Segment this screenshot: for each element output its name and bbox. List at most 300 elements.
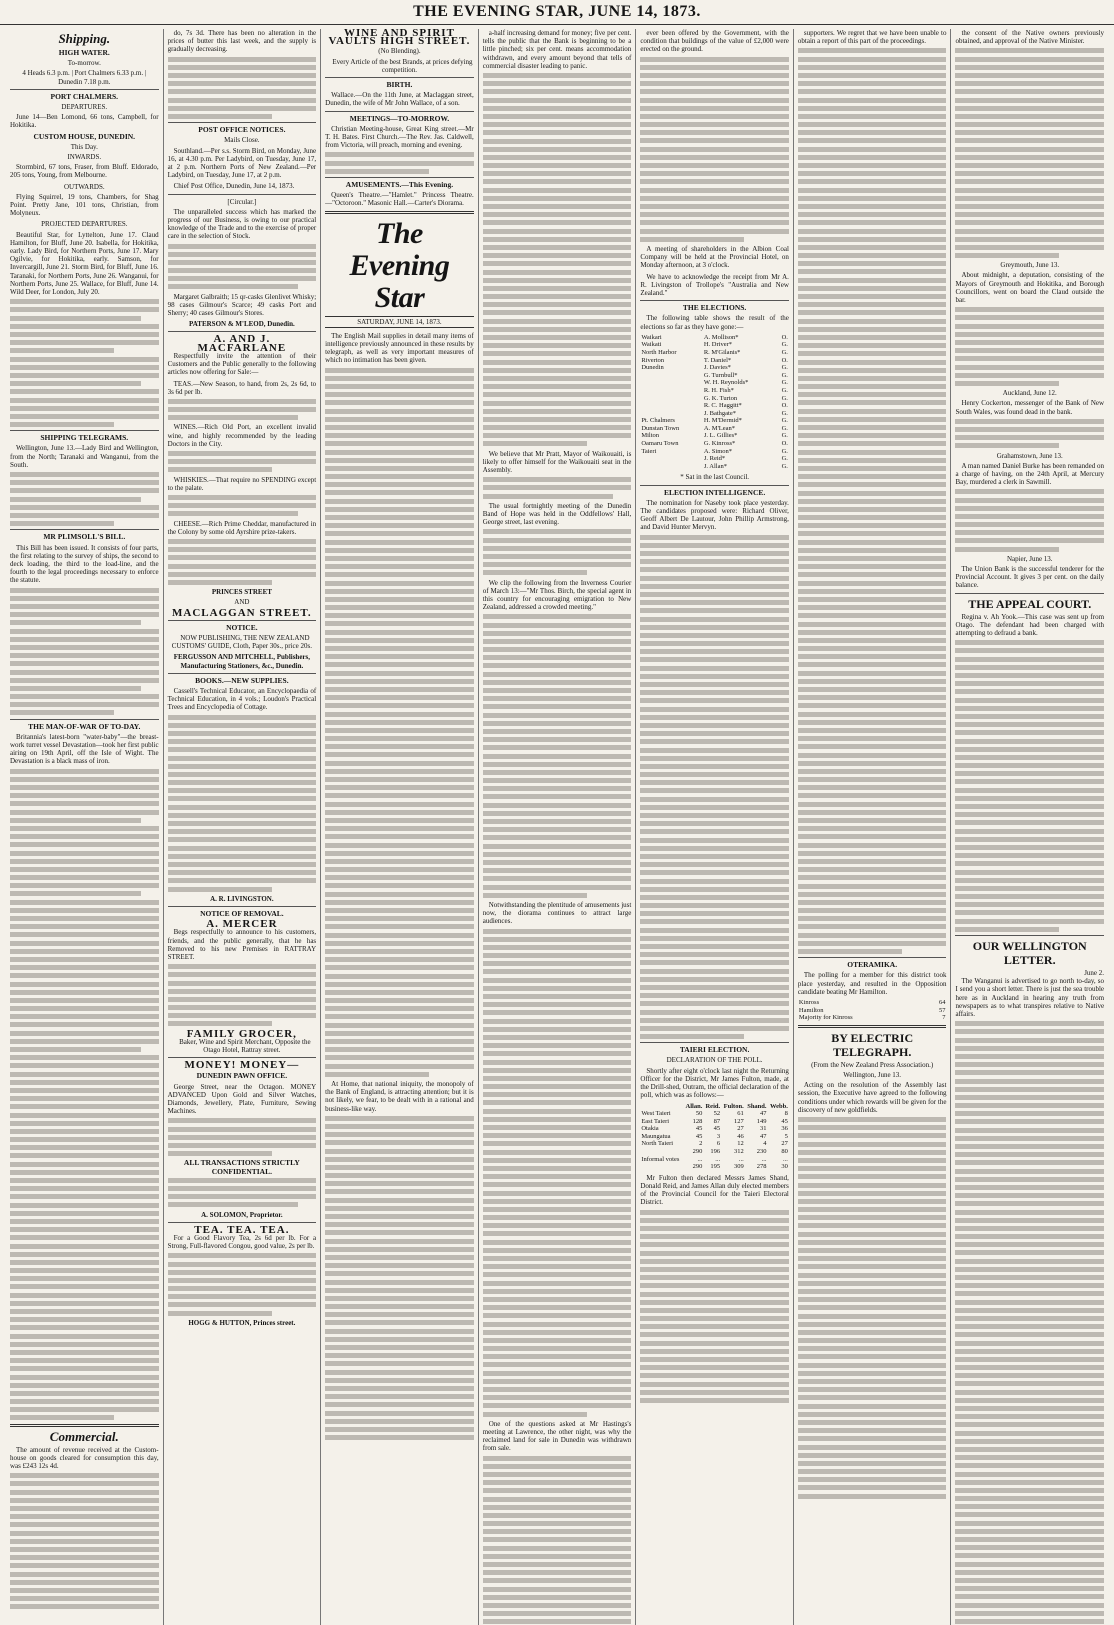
departures-label: DEPARTURES. <box>61 103 108 112</box>
poll-cell: North Taieri <box>641 1140 674 1148</box>
text-lines <box>483 1456 632 1625</box>
column-6 <box>794 29 952 1625</box>
text-lines <box>168 244 317 290</box>
election-party: O. <box>781 333 788 341</box>
text-lines <box>955 1021 1104 1625</box>
pawn-heading: DUNEDIN PAWN OFFICE. <box>196 1071 288 1081</box>
election-district <box>640 410 703 418</box>
majority-votes: 7 <box>942 1014 946 1022</box>
meetings-heading: MEETINGS—TO-MORROW. <box>349 113 450 123</box>
election-party: G. <box>781 341 788 349</box>
text-lines <box>640 535 789 1039</box>
port-chalmers-heading: PORT CHALMERS. <box>50 91 119 101</box>
poll-cell <box>640 1148 683 1156</box>
election-member: G. Turnbull* <box>703 371 738 379</box>
poll-cell: 30 <box>781 1163 788 1171</box>
ferguson-sign: FERGUSSON AND MITCHELL, Publishers, Manufacturing Stationers, &c., Dunedin. <box>173 653 311 670</box>
notice-heading: NOTICE. <box>226 622 258 632</box>
election-member: R. M'Gilanis* <box>703 348 741 356</box>
poll-cell: East Taieri <box>641 1117 670 1125</box>
poll-header-cell: Shand. <box>747 1102 767 1110</box>
confidential-heading: ALL TRANSACTIONS STRICTLY CONFIDENTIAL. <box>183 1158 300 1176</box>
election-party: G. <box>781 424 788 432</box>
poll-cell: 87 <box>713 1117 721 1125</box>
poll-header-cell <box>640 1103 683 1111</box>
election-member: H. Driver* <box>703 341 733 349</box>
removal-heading: NOTICE OF REMOVAL. <box>200 908 284 918</box>
election-party: O. <box>781 356 788 364</box>
leader-paragraph-4: We believe that Mr Pratt, Mayor of Waikouaiti, is likely to offer himself for the Waikouaiti seat in the Assembly. <box>482 449 632 475</box>
commercial-text: The amount of revenue received at the Custom-house on goods cleared for consumption this day, was £243 12s 4d. <box>10 1445 159 1471</box>
declaration-heading: DECLARATION OF THE POLL. <box>666 1056 763 1065</box>
mails-text: Southland.—Per s.s. Storm Bird, on Monday, June 16, at 4.30 p.m. Per Ladybird, on Tuesday, June 17, at 2 p.m. Northern Ports of New Zealand.—Per Ladybird, on Tuesday, June 17, at 2 p.m. <box>167 146 317 180</box>
text-lines <box>483 477 632 498</box>
election-party: G. <box>781 364 788 372</box>
text-lines <box>168 57 317 119</box>
customs-house-heading: CUSTOM HOUSE, DUNEDIN. <box>33 131 136 141</box>
election-party: G. <box>781 409 788 417</box>
circular-text: The unparalleled success which has marked the progress of our Business, is owing to our practical knowledge of the Trade and to the exercise of proper care in the selection of Stock. <box>167 207 317 241</box>
poll-cell: 8 <box>784 1110 788 1118</box>
election-district: Pt. Chalmers <box>641 417 675 425</box>
elections-intro: The following table shows the result of the elections so far as they have gone:— <box>640 314 789 331</box>
poll-cell: 61 <box>737 1110 744 1118</box>
election-row <box>640 463 789 471</box>
column-5 <box>636 29 794 1625</box>
text-lines <box>483 614 632 897</box>
leader-paragraph-2: At Home, that national iniquity, the monopoly of the Bank of England, is attracting attention; but it is not likely, we fear, to be dealt with in a rational and business-like way. <box>325 1079 474 1113</box>
postmaster-text: Chief Post Office, Dunedin, June 14, 1873. <box>173 182 295 191</box>
election-party: O. <box>781 440 788 448</box>
election-member: A. M'Lean* <box>703 424 735 432</box>
oteramika-heading: OTERAMIKA. <box>847 960 898 970</box>
mercer-name: A. MERCER <box>206 918 278 931</box>
telegraph-heading: BY ELECTRIC TELEGRAPH. <box>831 1030 914 1059</box>
poll-header-row <box>640 1103 789 1111</box>
poll-cell: 312 <box>733 1148 744 1156</box>
paterson-sign: PATERSON & M'LEOD, Dunedin. <box>189 320 295 329</box>
teas-list: Margaret Galbraith; 15 qr-casks Glenlivet Whisky; 98 cases Gilmour's Scarce; 49 casks Port and Sherry; 40 cases Gilmour's Stores. <box>167 292 317 318</box>
tides-row: 4 Heads 6.3 p.m. | Port Chalmers 6.33 p.m. | Dunedin 7.18 p.m. <box>22 69 147 86</box>
poll-cell: 290 <box>692 1148 703 1156</box>
baker-text: Baker, Wine and Spirit Merchant, Opposite the Otago Hotel, Rattray street. <box>179 1037 311 1055</box>
poll-cell: West Taieri <box>641 1110 671 1118</box>
hamilton-votes: 57 <box>938 1006 946 1014</box>
leader-paragraph-6: We clip the following from the Inverness Courier of March 13:—"Mr Thos. Birch, the special agent in this country for encouraging emigration to New Zealand, addressed a crowded meeting." <box>482 578 632 612</box>
text-lines <box>168 1178 317 1208</box>
plimsoll-text: This Bill has been issued. It consists of four parts, the first relating to the survey of ships, the second to deck loading, the third to the load-line, and the fourth to the legal proceedings necessary to enforce the statute. <box>10 543 159 585</box>
column-7 <box>951 29 1108 1625</box>
poll-cell: 2 <box>699 1140 703 1148</box>
poll-cell: 4 <box>763 1140 767 1148</box>
poll-cell: 80 <box>781 1148 788 1156</box>
election-district: Waikati <box>641 341 662 349</box>
publishing-text: NOW PUBLISHING, THE NEW ZEALAND CUSTOMS' GUIDE, Cloth, Paper 30s., price 20s. <box>171 633 312 651</box>
election-party: G. <box>781 386 788 394</box>
circular-label: [Circular.] <box>227 197 257 206</box>
letter-date: June 2. <box>1084 969 1105 978</box>
election-row <box>640 364 789 372</box>
text-lines <box>168 1253 317 1315</box>
text-lines <box>168 399 317 420</box>
election-intelligence-text: The nomination for Naseby took place yesterday. The candidates proposed were: Richard Oliver, Geoff Albert De Lautour, John Phillip Armstrong, and David Hunter Mervyn. <box>640 498 789 532</box>
man-of-war-heading: THE MAN-OF-WAR OF TO-DAY. <box>28 721 141 731</box>
poll-cell: 46 <box>737 1132 744 1140</box>
leader-paragraph-3: a-half increasing demand for money; five per cent. tells the public that the Bank is beginning to be a little pinched; six per cent. means accommodation withdrawn, and every amount beyond that tells of commercial disaster leading to panic. <box>482 29 632 70</box>
text-lines <box>955 48 1104 258</box>
hamilton-name: Hamilton <box>798 1006 824 1014</box>
poll-row <box>640 1148 789 1156</box>
election-party: G. <box>781 379 788 387</box>
auckland-text: Henry Cockerton, messenger of the Bank of New South Wales, was found dead in the bank. <box>955 399 1105 416</box>
grahamstown-text: A man named Daniel Burke has been remanded on a charge of having, on the 24th April, at Mercury Bay, murdered a clerk in Sawmill. <box>955 461 1105 487</box>
poll-cell: ... <box>715 1155 721 1163</box>
tea-heading: TEA. TEA. TEA. <box>194 1223 290 1236</box>
text-lines <box>10 472 159 526</box>
inwards-text: Stormbird, 67 tons, Fraser, from Bluff. Eldorado, 205 tons, Young, from Melbourne. <box>10 163 159 180</box>
amusements-text: Queen's Theatre.—"Hamlet." Princess Theatre.—"Octoroon." Masonic Hall.—Carter's Diorama. <box>325 191 474 208</box>
text-lines <box>168 495 317 516</box>
poll-cell: 149 <box>756 1117 767 1125</box>
cheese-item: CHEESE.—Rich Prime Cheddar, manufactured in the Colony by some old Ayrshire prize-takers. <box>167 519 317 536</box>
column-1 <box>6 29 164 1625</box>
poll-cell: 128 <box>692 1117 703 1125</box>
and-label: AND <box>234 598 250 607</box>
high-water-heading: HIGH WATER. <box>58 48 110 57</box>
wellington-dateline: Wellington, June 13. <box>843 1071 902 1080</box>
poll-cell: 45 <box>713 1125 721 1133</box>
column-5-text-1: ever been offered by the Government, with the condition that buildings of the value of £2,000 were erected on the ground. <box>640 29 789 54</box>
election-member: A. Simon* <box>703 447 733 455</box>
commercial-heading: Commercial. <box>49 1428 119 1444</box>
leader-paragraph-1: The English Mail supplies in detail many items of intelligence previously announced in these results by telegraph, as well as very important measures of which no intimation has been given. <box>325 331 474 365</box>
telegraph-text: Acting on the resolution of the Assembly last session, the Executive have agreed to the following conditions under which rewards will be given for the discovery of new goldfields. <box>797 1081 947 1114</box>
inwards-label: INWARDS. <box>67 153 102 162</box>
election-party: G. <box>781 348 788 356</box>
poll-header-cell: Reid. <box>705 1102 721 1110</box>
election-party: G. <box>781 371 788 379</box>
poll-cell: 195 <box>710 1163 721 1171</box>
poll-cell: 47 <box>760 1110 767 1118</box>
poll-cell: 31 <box>760 1125 767 1133</box>
books-heading: BOOKS.—NEW SUPPLIES. <box>195 675 289 685</box>
grahamstown-dateline: Grahamstown, June 13. <box>996 451 1063 460</box>
election-district <box>640 387 703 395</box>
greymouth-dateline: Greymouth, June 13. <box>1000 261 1060 270</box>
hogg-sign: HOGG & HUTTON, Princes street. <box>188 1318 296 1327</box>
election-row <box>640 402 789 410</box>
elections-table <box>640 334 789 471</box>
leader-paragraph-5: The usual fortnightly meeting of the Dunedin Band of Hope was held in the Oddfellows' Hall, George street, last evening. <box>482 501 632 527</box>
election-party: G. <box>781 432 788 440</box>
election-intelligence-heading: ELECTION INTELLIGENCE. <box>663 487 766 497</box>
appeal-court-heading: THE APPEAL COURT. <box>968 596 1092 611</box>
this-day-label: This Day. <box>70 142 98 151</box>
poll-cell: Maungatua <box>641 1132 671 1140</box>
poll-cell: 127 <box>733 1117 744 1125</box>
taieri-intro: Shortly after eight o'clock last night the Returning Officer for the District, Mr James Fulton, made, at the Drill-shed, Outram, the official declaration of the poll, which was as follows:— <box>640 1066 789 1100</box>
tomorrow-label: To-morrow. <box>67 59 101 68</box>
election-member: J. L. Gillies* <box>703 432 738 440</box>
election-party: O. <box>781 402 788 410</box>
livingston-sign: A. R. LIVINGSTON. <box>210 894 274 903</box>
projected-label: PROJECTED DEPARTURES. <box>41 220 128 229</box>
election-party: G. <box>781 417 788 425</box>
election-district <box>640 455 703 463</box>
books-text: Cassell's Technical Educator, an Encyclopaedia of Technical Education, in 4 vols.; Loudon's Practical Trees and Encyclopedia of Cottage. <box>167 686 317 712</box>
poll-cell: 3 <box>716 1132 721 1140</box>
amusements-heading: AMUSEMENTS.—This Evening. <box>345 180 454 189</box>
text-lines <box>483 929 632 1417</box>
whiskies-item: WHISKIES.—That require no SPENDING except to the palate. <box>167 475 317 492</box>
outwards-label: OUTWARDS. <box>63 182 105 191</box>
macfarlane-name: A. AND J. MACFARLANE <box>197 333 287 354</box>
text-lines <box>483 529 632 575</box>
text-lines <box>325 152 474 173</box>
election-member: T. Daniel* <box>703 356 732 364</box>
kinross-votes: 64 <box>938 999 946 1007</box>
fulton-text: Mr Fulton then declared Messrs James Shand, Donald Reid, and James Allan duly elected members of the Provincial Council for the Taieri Electoral District. <box>640 1173 789 1207</box>
election-member: A. Mollison* <box>703 333 739 341</box>
poll-cell: Informal votes <box>641 1155 680 1163</box>
text-lines <box>640 57 789 242</box>
telegrams-text: Wellington, June 13.—Lady Bird and Wellington, from the North; Taranaki and Wanganui, from the South. <box>10 444 159 469</box>
poll-row <box>640 1156 789 1164</box>
poll-cell: 290 <box>692 1163 703 1171</box>
taieri-heading: TAIERI ELECTION. <box>679 1045 750 1055</box>
text-lines <box>168 451 317 472</box>
election-party: G. <box>781 462 788 470</box>
election-district <box>640 372 703 380</box>
elections-note: * Sat in the last Council. <box>680 473 750 482</box>
solomon-sign: A. SOLOMON, Proprietor. <box>201 1210 283 1219</box>
poll-table <box>640 1103 789 1171</box>
election-member: H. M'Dermid* <box>703 417 742 425</box>
departures-text: June 14—Ben Lomond, 66 tons, Campbell, for Hokitika. <box>10 113 159 130</box>
napier-text: The Union Bank is the successful tenderer for the Provincial Account. It gives 3 per cent. on the daily balance. <box>955 565 1105 590</box>
election-row <box>640 417 789 425</box>
election-row <box>640 455 789 463</box>
election-party: G. <box>781 455 788 463</box>
poll-cell: Otakia <box>641 1125 659 1133</box>
poll-cell: 278 <box>756 1163 767 1171</box>
election-district: North Harbor <box>641 348 677 356</box>
no-blending: (No Blending). <box>378 47 421 56</box>
election-row <box>640 410 789 418</box>
election-district <box>640 395 703 403</box>
poll-header-cell: Allan. <box>685 1102 703 1110</box>
shipping-telegrams-heading: SHIPPING TELEGRAMS. <box>40 433 129 443</box>
text-lines <box>955 419 1104 449</box>
plimsoll-heading: MR PLIMSOLL'S BILL. <box>43 532 126 542</box>
poll-cell: 47 <box>760 1132 767 1140</box>
text-lines <box>483 73 632 446</box>
poll-header-cell: Webb. <box>770 1102 788 1110</box>
maclaggan-street: MACLAGGAN STREET. <box>172 606 312 619</box>
post-office-heading: POST OFFICE NOTICES. <box>198 125 286 135</box>
poll-row <box>640 1140 789 1148</box>
poll-cell: 12 <box>737 1140 744 1148</box>
text-lines <box>955 307 1104 386</box>
text-lines <box>325 1116 474 1440</box>
election-row <box>640 341 789 349</box>
election-party: G. <box>781 394 788 402</box>
text-lines <box>798 48 947 954</box>
election-row <box>640 395 789 403</box>
election-member: J. Bathgate* <box>703 409 736 417</box>
text-lines <box>955 489 1104 551</box>
column-2 <box>164 29 322 1625</box>
poll-cell: 45 <box>695 1132 703 1140</box>
poll-header-cell: Fulton. <box>723 1102 744 1110</box>
mails-close-label: Mails Close. <box>224 136 260 145</box>
teas-item: TEAS.—New Season, to hand, from 2s, 2s 6d, to 3s 6d per lb. <box>167 379 317 396</box>
poll-row <box>640 1133 789 1141</box>
poll-cell: 50 <box>695 1110 703 1118</box>
poll-cell: 45 <box>695 1125 703 1133</box>
election-row <box>640 448 789 456</box>
election-party: G. <box>781 447 788 455</box>
outwards-text: Flying Squirrel, 19 tons, Chambers, for Shag Point. Pretty Jane, 101 tons, Christian, from Molyneux. <box>10 192 159 218</box>
mercer-text: Begs respectfully to announce to his customers, friends, and the public generally, that he has Removed to his new Premises in RATTRAY STREET. <box>167 928 317 961</box>
election-member: R. C. Haggitt* <box>703 402 742 410</box>
poll-cell: ... <box>783 1155 788 1163</box>
election-row <box>640 334 789 342</box>
election-district: Taieri <box>641 447 657 455</box>
election-row <box>640 425 789 433</box>
election-district: Oamaru Town <box>641 440 679 448</box>
text-lines <box>10 588 159 716</box>
pawn-text: George Street, near the Octagon. MONEY ADVANCED Upon Gold and Silver Watches, Diamonds, Jewellery, Plate, Furniture, Sewing Machines. <box>167 1082 317 1116</box>
election-district: Dunstan Town <box>641 424 680 432</box>
text-lines <box>10 1473 159 1609</box>
family-grocer: FAMILY GROCER, <box>186 1027 297 1040</box>
text-lines <box>168 964 317 1026</box>
election-member: R. H. Fish* <box>703 386 734 394</box>
letter-text: The Wanganui is advertised to go north to-day, so I send you a short letter. There is just the sea trouble here as in Auckland in hearing any truth from newspapers as to what transpires relative to Native affairs. <box>955 977 1105 1019</box>
election-district: Riverton <box>641 356 665 364</box>
majority-label: Majority for Kinross <box>798 1014 853 1022</box>
poll-cell: 5 <box>784 1132 788 1140</box>
poll-cell: 27 <box>737 1125 744 1133</box>
paper-title: The Evening Star <box>349 216 450 314</box>
poll-cell: 36 <box>781 1125 788 1133</box>
poll-cell: 309 <box>733 1163 744 1171</box>
natives-text: the consent of the Native owners previously obtained, and approval of the Native Minister. <box>955 29 1105 46</box>
poll-cell: 52 <box>713 1110 721 1118</box>
election-member: W. H. Reynolds* <box>703 379 749 387</box>
tea-list: For a Good Flavory Tea, 2s 6d per lb. For a Strong, Full-flavored Congou, good value, 2s per lb. <box>167 1233 317 1251</box>
columns <box>0 25 1114 1625</box>
princes-street: PRINCES STREET <box>211 588 272 597</box>
market-text: do, 7s 3d. There has been no alteration in the prices of butter this last week, and the supply is gradually decreasing. <box>167 29 317 54</box>
column-5-text-3: We have to acknowledge the receipt from Mr A. R. Livingston of Trollope's "Australia and New Zealand." <box>640 272 789 297</box>
poll-cell: 27 <box>781 1140 788 1148</box>
election-district <box>640 379 703 387</box>
election-row <box>640 379 789 387</box>
election-row <box>640 432 789 440</box>
election-member: J. Reid* <box>703 455 726 463</box>
shipping-heading: Shipping. <box>58 31 111 46</box>
napier-dateline: Napier, June 13. <box>1006 554 1053 563</box>
oteramika-text: The polling for a member for this district took place yesterday, and resulted in the Opposition candidate beating Mr Hamilton. <box>797 971 947 996</box>
poll-cell: ... <box>761 1155 767 1163</box>
election-row <box>640 440 789 448</box>
poll-row <box>640 1110 789 1118</box>
election-row <box>640 349 789 357</box>
election-district: Dunedin <box>641 364 664 372</box>
poll-cell <box>640 1163 683 1171</box>
poll-cell: 196 <box>710 1148 721 1156</box>
text-lines <box>168 1118 317 1156</box>
text-lines <box>955 640 1104 932</box>
election-row <box>640 357 789 365</box>
text-lines <box>168 715 317 892</box>
elections-heading: THE ELECTIONS. <box>682 303 747 313</box>
election-member: J. Davies* <box>703 364 731 372</box>
wine-vaults-heading: WINE AND SPIRIT VAULTS HIGH STREET. <box>328 29 471 48</box>
poll-cell: 6 <box>716 1140 721 1148</box>
press-association: (From the New Zealand Press Association.) <box>811 1060 934 1069</box>
wine-text: Every Article of the best Brands, at prices defying competition. <box>332 57 473 74</box>
poll-row <box>640 1163 789 1171</box>
election-district: Milton <box>641 432 660 440</box>
text-lines <box>10 299 159 427</box>
election-district <box>640 463 703 471</box>
poll-row <box>640 1125 789 1133</box>
election-member: J. Allan* <box>703 462 727 470</box>
leader-paragraph-7: Notwithstanding the plentitude of amusements just now, the diorama continues to attract large audiences. <box>482 900 632 926</box>
wines-item: WINES.—Rich Old Port, an excellent invalid wine, and highly recommended by the leading Doctors in the City. <box>167 423 317 448</box>
paper-date: SATURDAY, JUNE 14, 1873. <box>325 316 474 328</box>
appeal-court-text: Regina v. Ah Yook.—This case was sent up from Otago. The defendant had been charged with attempting to defraud a bank. <box>955 612 1105 638</box>
election-member: G. K. Turton <box>703 394 738 402</box>
macfarlane-text: Respectfully invite the attention of their Customers and the Public generally to the following articles now offering for Sale:— <box>167 351 317 377</box>
text-lines <box>798 1117 947 1499</box>
election-member: G. Kinross* <box>703 440 736 448</box>
birth-text: Wallace.—On the 11th June, at Maclaggan street, Dunedin, the wife of Mr John Wallace, of a son. <box>325 91 474 108</box>
auckland-dateline: Auckland, June 12. <box>1002 389 1057 398</box>
election-row <box>640 372 789 380</box>
election-row <box>640 387 789 395</box>
supporters-text: supporters. We regret that we have been unable to obtain a report of this part of the proceedings. <box>797 29 947 46</box>
poll-cell: 230 <box>756 1148 767 1156</box>
kinross-name: Kinross <box>798 999 820 1007</box>
birth-heading: BIRTH. <box>386 80 413 90</box>
projected-text: Beautiful Star, for Lyttelton, June 17. Claud Hamilton, for Bluff, June 20. Isabella, for Hokitika, early. Lady Bird, for Northern Ports, June 17. Mary Ogilvie, for Hokitika, early. Samson, for Invercargill, June 21. Storm Bird, for Bluff, June 16. Taranaki, for Northern Ports, June 26. Wanganui, for Northern Ports, June 25. Wallace, for Bluff, June 14. Wild Deer, for London, July 20. <box>10 230 159 297</box>
greymouth-text: About midnight, a deputation, consisting of the Mayors of Greymouth and Hokitika, and Borough Councillors, went on board the Claud outside the bar. <box>955 271 1105 305</box>
money-heading: MONEY! MONEY— <box>184 1059 300 1072</box>
wellington-letter-heading: OUR WELLINGTON LETTER. <box>972 939 1087 968</box>
poll-cell: 45 <box>781 1117 788 1125</box>
poll-cell: ... <box>738 1155 744 1163</box>
column-5-text-2: A meeting of shareholders in the Albion Coal Company will be held at the Provincial Hotel, on Monday afternoon, at 3 o'clock. <box>640 244 789 270</box>
text-lines <box>640 1210 789 1403</box>
column-4 <box>479 29 637 1625</box>
poll-row <box>640 1118 789 1126</box>
masthead: THE EVENING STAR, JUNE 14, 1873. <box>0 0 1114 25</box>
election-district: Waikari <box>641 333 662 341</box>
text-lines <box>325 368 474 1077</box>
poll-cell: ... <box>697 1155 703 1163</box>
oteramika-table <box>798 999 947 1022</box>
leader-paragraph-8: One of the questions asked at Mr Hastings's meeting at Lawrence, the other night, was why the reclaimed land for sale in Dunedin was withdrawn from sale. <box>482 1419 632 1453</box>
meetings-text: Christian Meeting-house, Great King street.—Mr T. H. Bates. First Church.—The Rev. Jas. Caldwell, from Victoria, will preach, morning and evening. <box>325 124 474 150</box>
election-district <box>640 402 703 410</box>
man-of-war-text: Britannia's latest-born "water-baby"—the breast-work turret vessel Devastation—took her first public airing on 19th April, off the Isle of Wight. The Devastation is a black mass of iron. <box>10 732 159 766</box>
column-3 <box>321 29 479 1625</box>
text-lines <box>10 769 159 1421</box>
